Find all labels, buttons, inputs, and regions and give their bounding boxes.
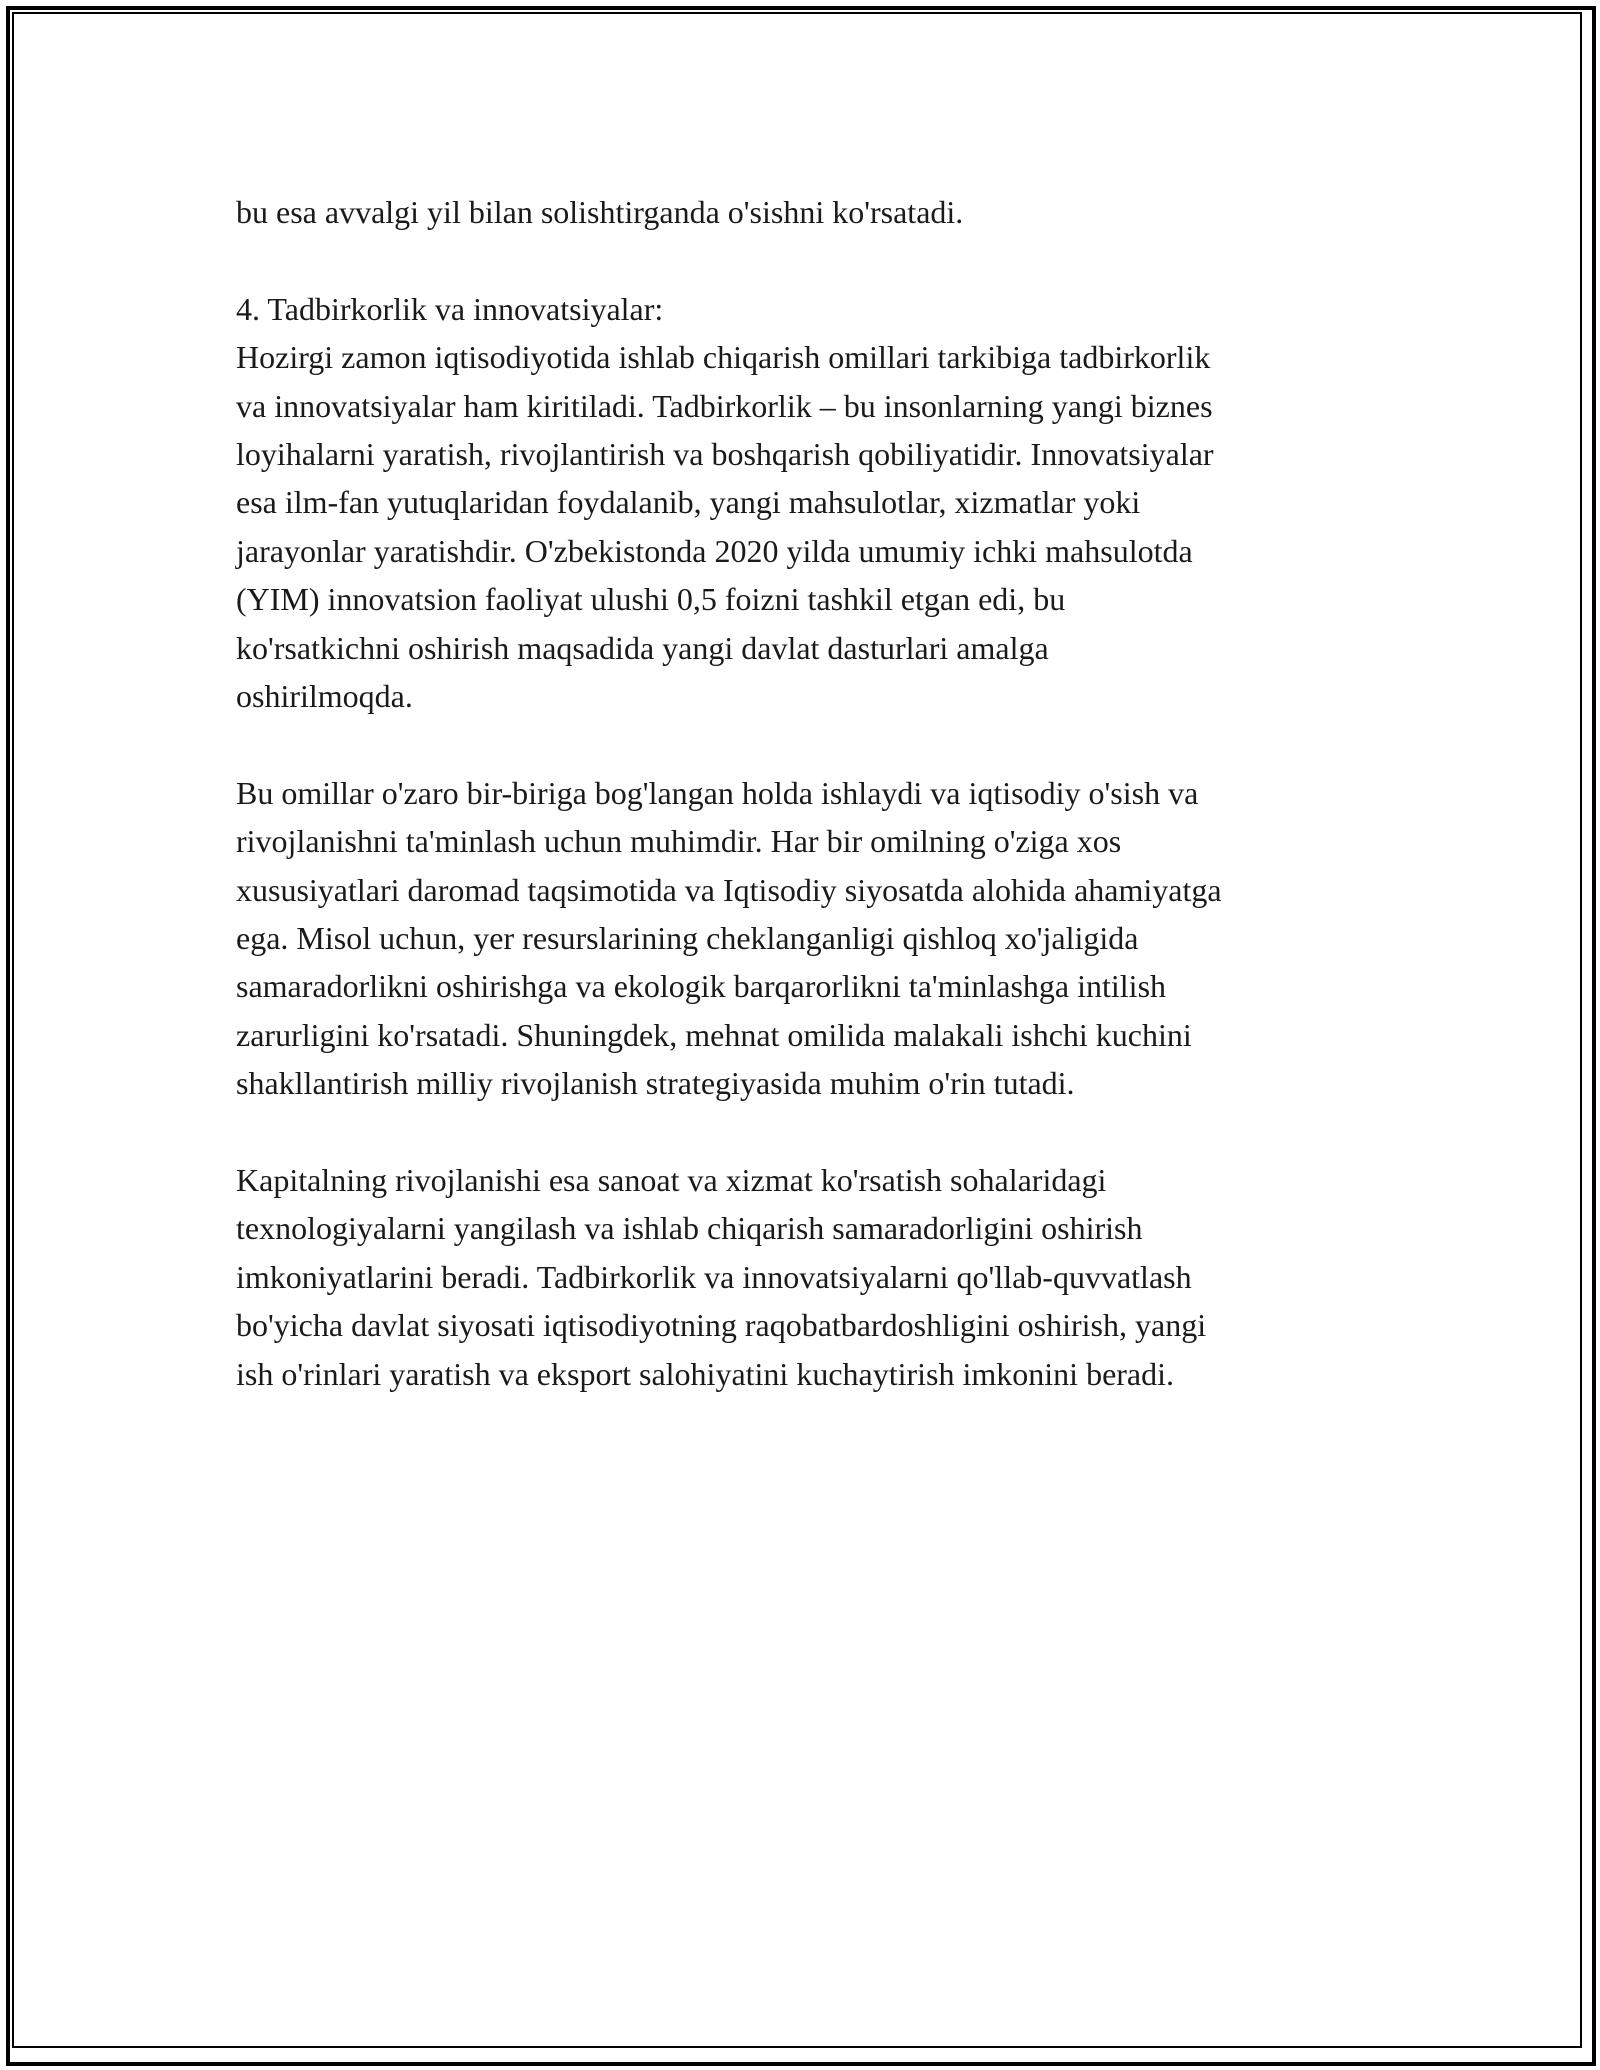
paragraph-spacer bbox=[236, 720, 1386, 768]
document-body bbox=[236, 188, 1386, 1398]
intro-line: bu esa avvalgi yil bilan solishtirganda o'sishni ko'rsatadi. bbox=[236, 194, 964, 230]
section-4-heading: 4. Tadbirkorlik va innovatsiyalar: bbox=[236, 290, 664, 327]
paragraph-factors: Bu omillar o'zaro bir-biriga bog'langan holda ishlaydi va iqtisodiy o'sish va rivojlanishni ta'minlash uchun muhimdir. Har bir omilning o'ziga xos xususiyatlari daromad taqsimotida va Iqtisodiy siyosatda alohida ahamiyatga ega. Misol uchun, yer resurslarining cheklanganligi qishloq xo'jaligida samaradorlikni oshirishga va ekologik barqarorlikni ta'minlashga intilish zarurligini ko'rsatadi. Shuningdek, mehnat omilida malakali ishchi kuchini shakllantirish milliy rivojlanish strategiyasida muhim o'rin tutadi. bbox=[236, 774, 1222, 1102]
section-4-body: Hozirgi zamon iqtisodiyotida ishlab chiqarish omillari tarkibiga tadbirkorlik va innovatsiyalar ham kiritiladi. Tadbirkorlik – bu insonlarning yangi biznes loyihalarni yaratish, rivojlantirish va boshqarish qobiliyatidir. Innovatsiyalar esa ilm-fan yutuqlaridan foydalanib, yangi mahsulotlar, xizmatlar yoki jarayonlar yaratishdir. O'zbekistonda 2020 yilda umumiy ichki mahsulotda (YIM) innovatsion faoliyat ulushi 0,5 foizni tashkil etgan edi, bu ko'rsatkichni oshirish maqsadida yangi davlat dasturlari amalga oshirilmoqda. bbox=[236, 339, 1214, 715]
paragraph-spacer bbox=[236, 1108, 1386, 1156]
paragraph-capital: Kapitalning rivojlanishi esa sanoat va xizmat ko'rsatish sohalaridagi texnologiyalarni yangilash va ishlab chiqarish samaradorligini oshirish imkoniyatlarini beradi. Tadbirkorlik va innovatsiyalarni qo'llab-quvvatlash bo'yicha davlat siyosati iqtisodiyotning raqobatbardoshligini oshirish, yangi ish o'rinlari yaratish va eksport salohiyatini kuchaytirish imkonini beradi. bbox=[236, 1162, 1207, 1392]
paragraph-spacer bbox=[236, 236, 1386, 284]
